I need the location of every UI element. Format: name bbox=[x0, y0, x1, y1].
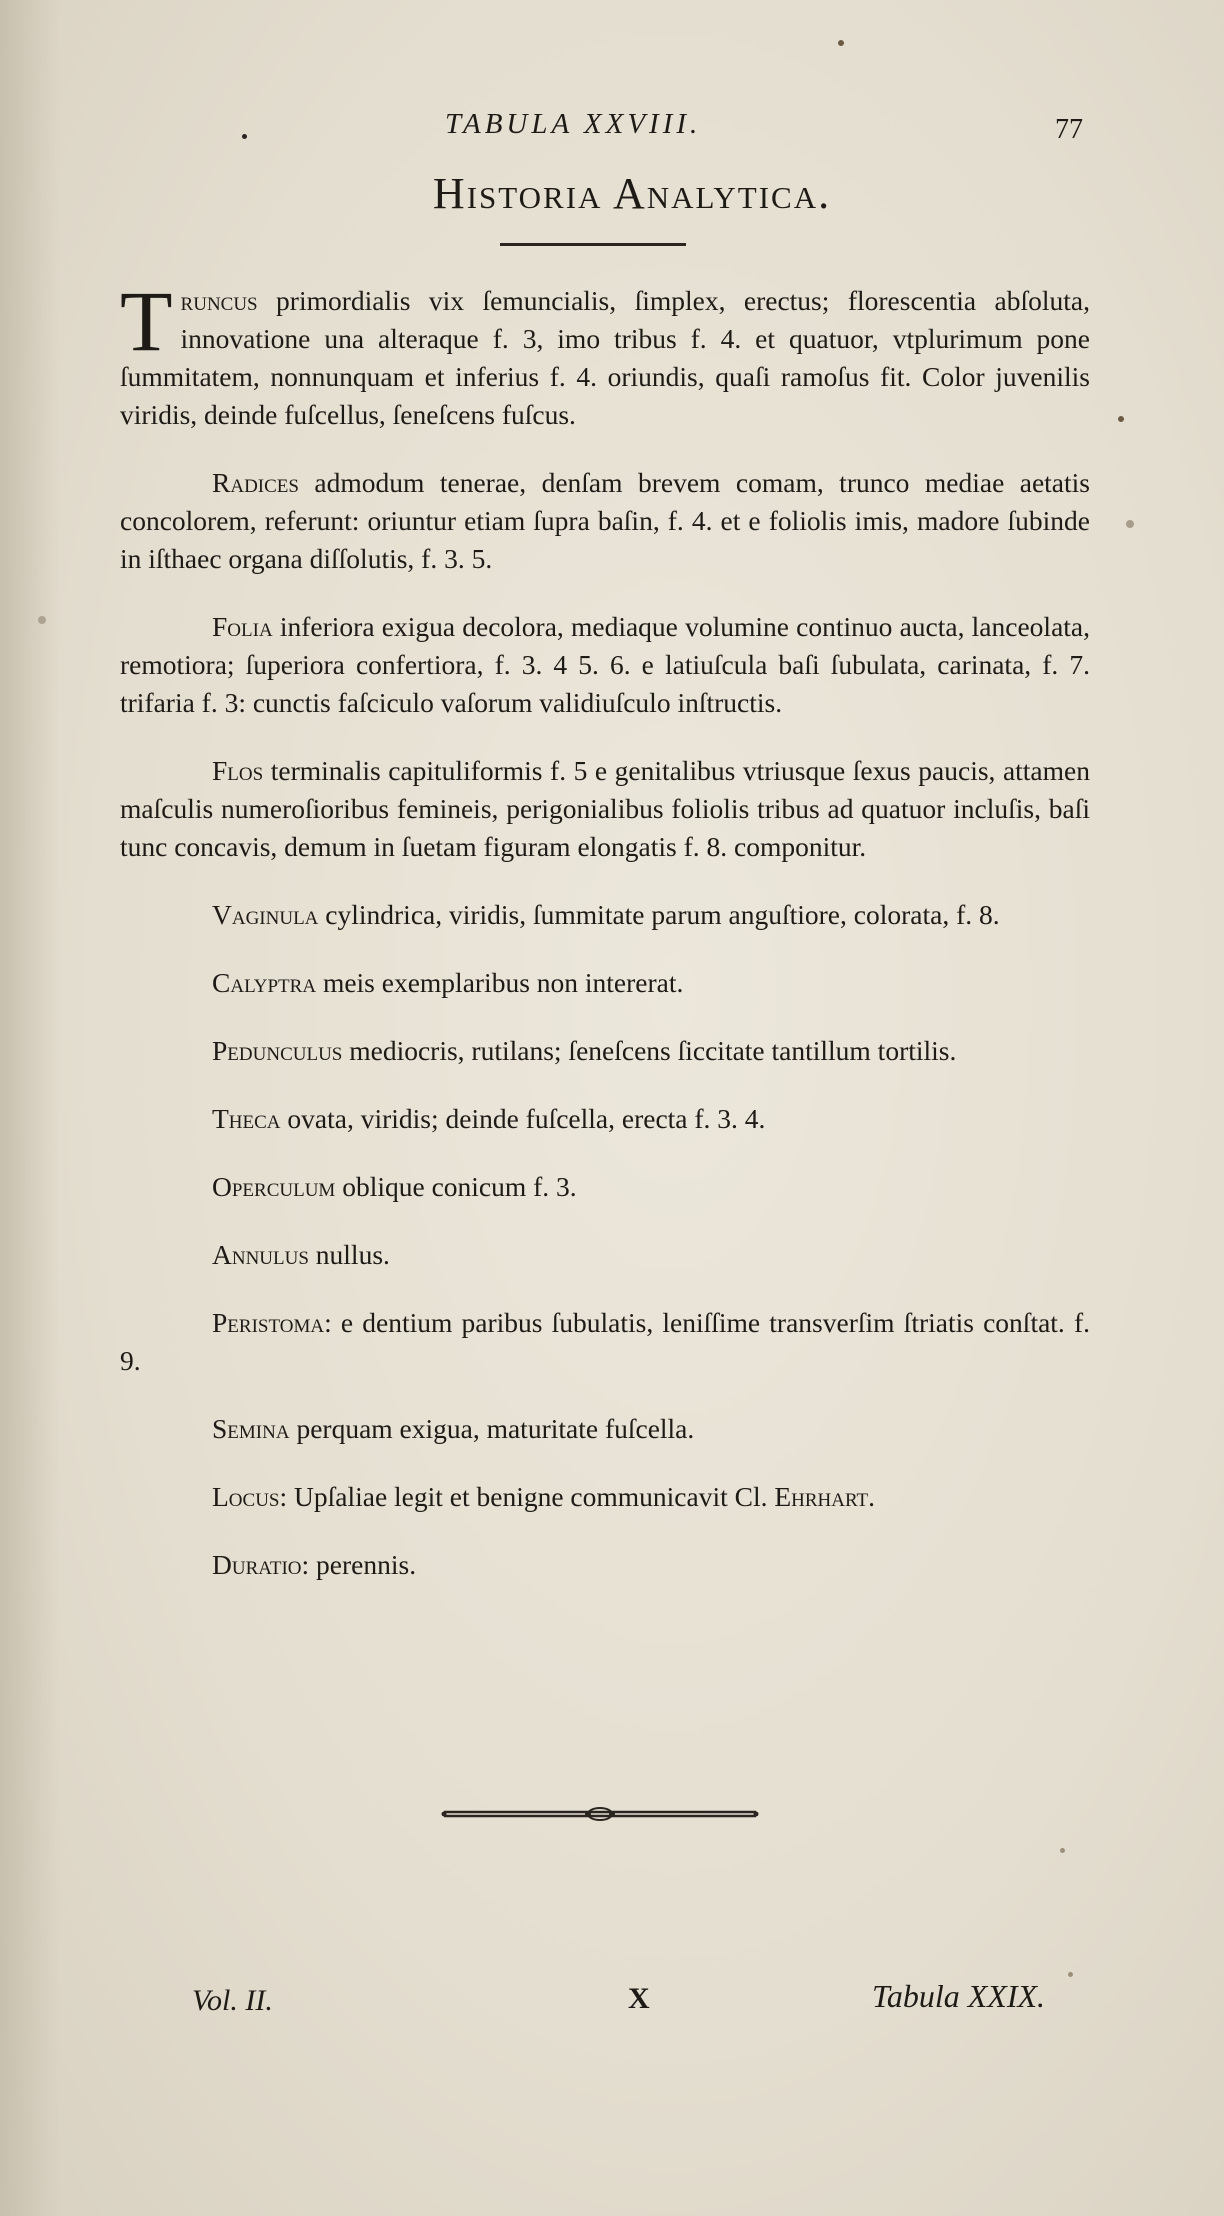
paragraph-text: : Upſaliae legit et benigne communicavit Cl. bbox=[279, 1481, 775, 1512]
term-vaginula: Vaginula bbox=[212, 899, 319, 930]
paragraph-text: oblique conicum f. 3. bbox=[335, 1171, 577, 1202]
paragraph-text: primordialis vix ſemuncialis, ſimplex, erectus; florescentia abſoluta, innovatione una alteraque f. 3, imo tribus f. 4. et quatuor, vtplurimum pone ſummitatem, nonnunquam et inferius f. 4. oriundis, quaſi ramoſus fit. Color juvenilis viridis, deinde fuſcellus, ſeneſcens fuſcus. bbox=[120, 285, 1090, 430]
term-calyptra: Calyptra bbox=[212, 967, 317, 998]
paragraph-peristoma bbox=[120, 1304, 1090, 1380]
title-rule bbox=[500, 243, 686, 246]
paragraph-text: nullus. bbox=[308, 1239, 390, 1270]
section-title: Historia Analytica. bbox=[432, 169, 832, 218]
paragraph-semina bbox=[120, 1410, 1090, 1448]
ink-dot bbox=[242, 134, 247, 139]
term-duratio: Duratio bbox=[212, 1549, 302, 1580]
foxing-speck bbox=[1068, 1972, 1073, 1977]
term-locus: Locus bbox=[212, 1481, 280, 1512]
paragraph-text: perquam exigua, maturitate fuſcella. bbox=[289, 1413, 695, 1444]
page-number: 77 bbox=[1055, 114, 1083, 145]
term-semina: Semina bbox=[212, 1413, 290, 1444]
term-truncus: runcus bbox=[180, 285, 258, 316]
foxing-speck bbox=[1118, 416, 1124, 422]
author-name: Ehrhart. bbox=[774, 1481, 876, 1512]
catchword: Tabula XXIX. bbox=[872, 1978, 1046, 2014]
paragraph-theca bbox=[120, 1100, 1090, 1138]
term-annulus: Annulus bbox=[212, 1239, 309, 1270]
running-title: TABULA XXVIII. bbox=[445, 108, 702, 140]
foxing-speck bbox=[1126, 520, 1134, 528]
paragraph-folia bbox=[120, 608, 1090, 722]
paragraph-text: terminalis capituliformis f. 5 e genitalibus vtriusque ſexus paucis, attamen maſculis numeroſioribus femineis, perigonialibus foliolis tribus ad quatuor incluſis, baſi tunc concavis, demum in ſuetam figuram elongatis f. 8. componitur. bbox=[120, 755, 1090, 862]
term-peristoma: Peristoma bbox=[212, 1307, 325, 1338]
paragraph-text: inferiora exigua decolora, mediaque volumine continuo aucta, lanceolata, remotiora; ſuperiora confertiora, f. 3. 4 5. 6. e latiuſcula baſi ſubulata, carinata, f. 7. trifaria f. 3: cunctis faſciculo vaſorum validiuſculo inſtructis. bbox=[120, 611, 1090, 718]
spine-shadow bbox=[0, 0, 60, 2216]
body-text bbox=[120, 273, 1090, 1614]
foxing-speck bbox=[838, 40, 844, 46]
term-flos: Flos bbox=[212, 755, 264, 786]
foxing-speck bbox=[38, 616, 46, 624]
drop-cap: T bbox=[120, 273, 173, 369]
paragraph-text: mediocris, rutilans; ſeneſcens ſiccitate tantillum tortilis. bbox=[342, 1035, 957, 1066]
paragraph-operculum bbox=[120, 1168, 1090, 1206]
paragraph-text: ovata, viridis; deinde fuſcella, erecta f. 3. 4. bbox=[280, 1103, 766, 1134]
paragraph-text: admodum tenerae, denſam brevem comam, trunco mediae aetatis concolorem, referunt: oriuntur etiam ſupra baſin, f. 4. et e foliolis imis, madore ſubinde in iſthaec organa diſſolutis, f. 3. 5. bbox=[120, 467, 1090, 574]
term-pedunculus: Pedunculus bbox=[212, 1035, 343, 1066]
paragraph-text: cylindrica, viridis, ſummitate parum anguſtiore, colorata, f. 8. bbox=[318, 899, 1000, 930]
page-footer bbox=[0, 1978, 1224, 2018]
paragraph-flos bbox=[120, 752, 1090, 866]
signature-mark: X bbox=[628, 1982, 650, 2015]
volume-label: Vol. II. bbox=[192, 1984, 273, 2017]
paragraph-vaginula bbox=[120, 896, 1090, 934]
paragraph-duratio bbox=[120, 1546, 1090, 1584]
paragraph-text: : perennis. bbox=[301, 1549, 417, 1580]
paragraph-radices bbox=[120, 464, 1090, 578]
running-head bbox=[0, 108, 1224, 148]
paragraph-calyptra bbox=[120, 964, 1090, 1002]
paragraph-annulus bbox=[120, 1236, 1090, 1274]
term-folia: Folia bbox=[212, 611, 273, 642]
paragraph-text: meis exemplaribus non intererat. bbox=[316, 967, 684, 998]
term-theca: Theca bbox=[212, 1103, 281, 1134]
paragraph-locus bbox=[120, 1478, 1090, 1516]
paragraph-pedunculus bbox=[120, 1032, 1090, 1070]
term-radices: Radices bbox=[212, 467, 299, 498]
term-operculum: Operculum bbox=[212, 1171, 336, 1202]
paragraph-truncus bbox=[120, 273, 1090, 434]
ornament-rule bbox=[440, 1804, 760, 1824]
foxing-speck bbox=[1060, 1848, 1065, 1853]
paragraph-text: : e dentium paribus ſubulatis, leniſſime transverſim ſtriatis conſtat. f. 9. bbox=[120, 1307, 1090, 1376]
